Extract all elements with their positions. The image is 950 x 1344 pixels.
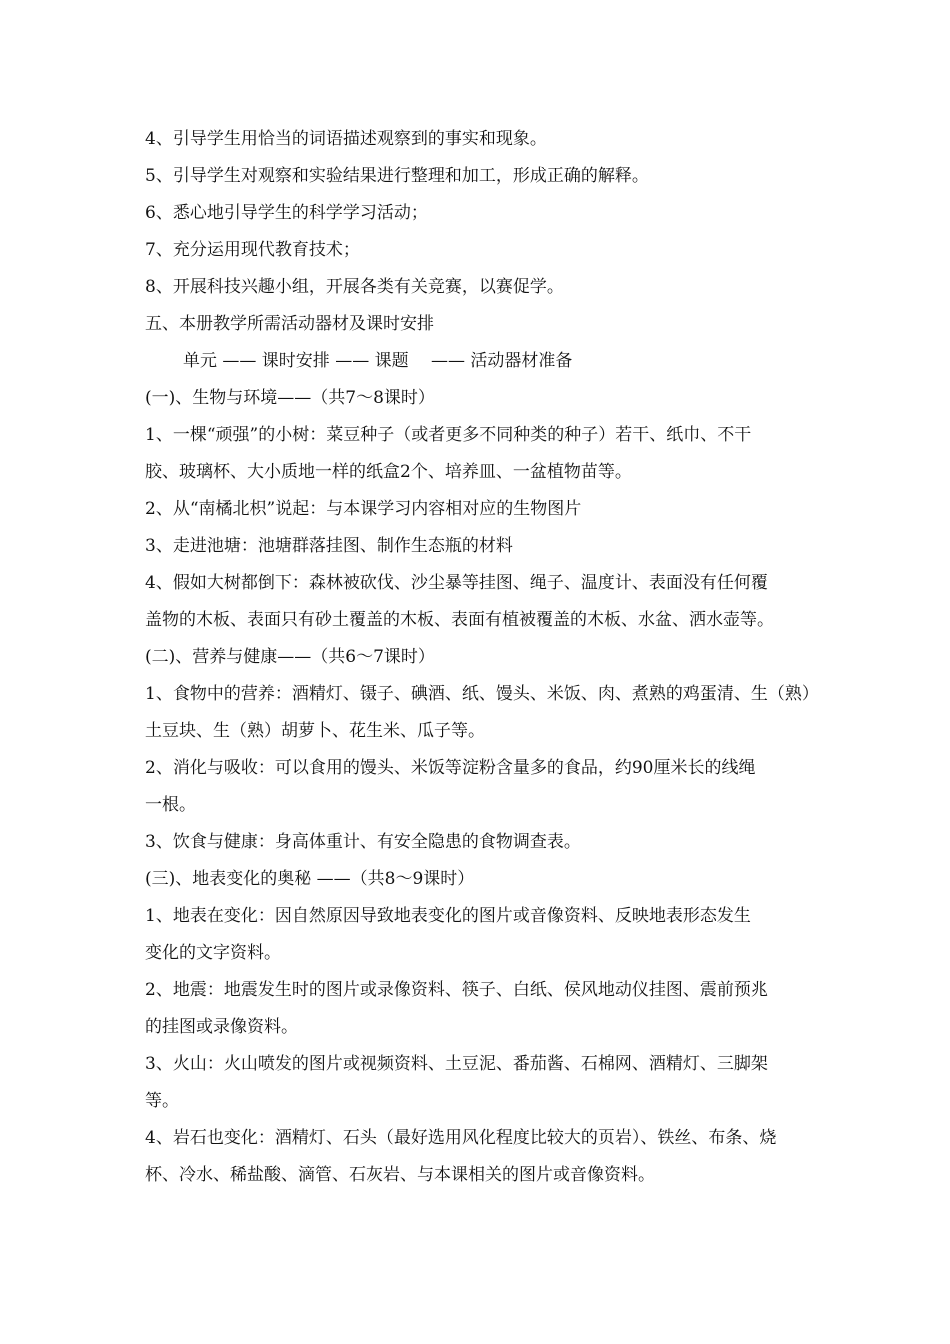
text-line: 1、地表在变化：因自然原因导致地表变化的图片或音像资料、反映地表形态发生 [145,906,751,926]
text-line: 3、火山：火山喷发的图片或视频资料、土豆泥、番茄酱、石棉网、酒精灯、三脚架 [145,1054,768,1074]
section-heading: 五、本册教学所需活动器材及课时安排 [145,314,434,334]
text-line: 变化的文字资料。 [145,943,281,963]
text-line: 1、食物中的营养：酒精灯、镊子、碘酒、纸、馒头、米饭、肉、煮熟的鸡蛋清、生（熟） [145,684,819,704]
text-line: 5、引导学生对观察和实验结果进行整理和加工，形成正确的解释。 [145,166,649,186]
text-line: 2、地震：地震发生时的图片或录像资料、筷子、白纸、侯风地动仪挂图、震前预兆 [145,980,768,1000]
text-line: 等。 [145,1091,179,1111]
text-line: 杯、冷水、稀盐酸、滴管、石灰岩、与本课相关的图片或音像资料。 [145,1165,655,1185]
text-line: 6、悉心地引导学生的科学学习活动； [145,203,428,223]
table-header-line: 单元 —— 课时安排 —— 课题 —— 活动器材准备 [183,351,573,371]
text-line: 1、一棵“顽强”的小树：菜豆种子（或者更多不同种类的种子）若干、纸巾、不干 [145,425,752,445]
text-line: 7、充分运用现代教育技术； [145,240,360,260]
text-line: 8、开展科技兴趣小组，开展各类有关竞赛，以赛促学。 [145,277,564,297]
text-line: 盖物的木板、表面只有砂土覆盖的木板、表面有植被覆盖的木板、水盆、洒水壶等。 [145,610,774,630]
text-line: 4、引导学生用恰当的词语描述观察到的事实和现象。 [145,129,547,149]
text-line: 3、走进池塘：池塘群落挂图、制作生态瓶的材料 [145,536,513,556]
unit-heading: (一)、生物与环境——（共7～8课时） [145,388,435,408]
text-line: 3、饮食与健康：身高体重计、有安全隐患的食物调查表。 [145,832,581,852]
text-line: 一根。 [145,795,196,815]
text-line: 4、假如大树都倒下：森林被砍伐、沙尘暴等挂图、绳子、温度计、表面没有任何覆 [145,573,768,593]
text-line: 的挂图或录像资料。 [145,1017,298,1037]
text-line: 土豆块、生（熟）胡萝卜、花生米、瓜子等。 [145,721,485,741]
text-line: 2、从“南橘北枳”说起：与本课学习内容相对应的生物图片 [145,499,582,519]
unit-heading: (二)、营养与健康——（共6～7课时） [145,647,435,667]
unit-heading: (三)、地表变化的奥秘 ——（共8～9课时） [145,869,475,889]
text-line: 4、岩石也变化：酒精灯、石头（最好选用风化程度比较大的页岩）、铁丝、布条、烧 [145,1128,777,1148]
text-line: 胶、玻璃杯、大小质地一样的纸盒2个、培养皿、一盆植物苗等。 [145,462,632,482]
document-body [145,121,825,1194]
text-line: 2、消化与吸收：可以食用的馒头、米饭等淀粉含量多的食品，约90厘米长的线绳 [145,758,756,778]
